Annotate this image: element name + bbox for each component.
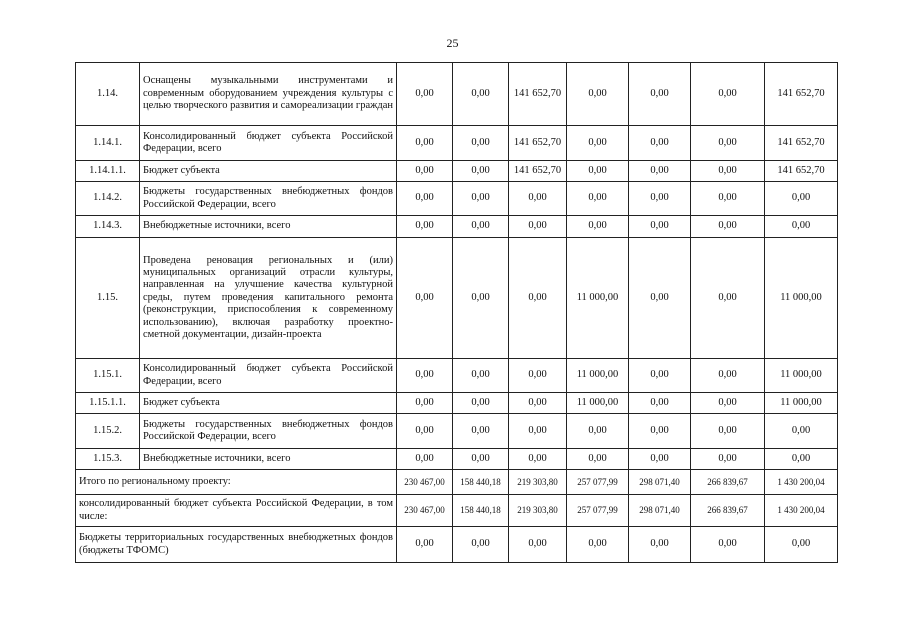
total-label: Бюджеты территориальных государственных внебюджетных фондов (бюджеты ТФОМС) xyxy=(76,527,397,563)
value-cell: 0,00 xyxy=(567,126,629,161)
table-row xyxy=(76,359,838,393)
value-cell: 0,00 xyxy=(691,238,765,359)
value-cell: 11 000,00 xyxy=(765,359,838,393)
total-value: 0,00 xyxy=(453,527,509,563)
row-description: Бюджет субъекта xyxy=(140,161,397,182)
value-cell: 0,00 xyxy=(765,449,838,470)
value-cell: 0,00 xyxy=(629,216,691,238)
value-cell: 0,00 xyxy=(765,182,838,216)
value-cell: 0,00 xyxy=(509,449,567,470)
value-cell: 0,00 xyxy=(567,216,629,238)
total-row xyxy=(76,470,838,495)
value-cell: 0,00 xyxy=(629,182,691,216)
value-cell: 0,00 xyxy=(453,182,509,216)
value-cell: 141 652,70 xyxy=(509,63,567,126)
value-cell: 0,00 xyxy=(509,414,567,449)
value-cell: 0,00 xyxy=(629,393,691,414)
total-value: 0,00 xyxy=(509,527,567,563)
value-cell: 0,00 xyxy=(453,63,509,126)
value-cell: 0,00 xyxy=(691,216,765,238)
value-cell: 0,00 xyxy=(397,126,453,161)
value-cell: 0,00 xyxy=(453,414,509,449)
value-cell: 141 652,70 xyxy=(765,161,838,182)
value-cell: 0,00 xyxy=(629,359,691,393)
value-cell: 11 000,00 xyxy=(765,393,838,414)
total-value: 0,00 xyxy=(691,527,765,563)
value-cell: 0,00 xyxy=(629,449,691,470)
value-cell: 0,00 xyxy=(629,414,691,449)
table-row xyxy=(76,238,838,359)
total-value: 266 839,67 xyxy=(691,470,765,495)
value-cell: 0,00 xyxy=(567,161,629,182)
total-value: 219 303,80 xyxy=(509,495,567,527)
row-code: 1.14.1. xyxy=(76,126,140,161)
total-value: 298 071,40 xyxy=(629,470,691,495)
value-cell: 0,00 xyxy=(509,359,567,393)
value-cell: 11 000,00 xyxy=(567,238,629,359)
total-value: 230 467,00 xyxy=(397,495,453,527)
value-cell: 11 000,00 xyxy=(567,393,629,414)
value-cell: 0,00 xyxy=(629,63,691,126)
value-cell: 0,00 xyxy=(629,126,691,161)
value-cell: 0,00 xyxy=(691,161,765,182)
row-description: Внебюджетные источники, всего xyxy=(140,449,397,470)
value-cell: 0,00 xyxy=(509,238,567,359)
total-row xyxy=(76,495,838,527)
value-cell: 0,00 xyxy=(453,359,509,393)
value-cell: 0,00 xyxy=(397,449,453,470)
value-cell: 11 000,00 xyxy=(765,238,838,359)
total-value: 158 440,18 xyxy=(453,495,509,527)
row-code: 1.14.2. xyxy=(76,182,140,216)
value-cell: 0,00 xyxy=(629,238,691,359)
total-value: 158 440,18 xyxy=(453,470,509,495)
total-value: 1 430 200,04 xyxy=(765,495,838,527)
row-description: Проведена реновация региональных и (или) муниципальных организаций отрасли культуры, направленная на улучшение качества культурной среды, путем проведения капитального ремонта (реконструкции, приспособления к современному использованию), включая разработку проектно-сметной документации, дизайн-проекта xyxy=(140,238,397,359)
value-cell: 141 652,70 xyxy=(765,63,838,126)
total-value: 1 430 200,04 xyxy=(765,470,838,495)
value-cell: 0,00 xyxy=(453,161,509,182)
total-value: 0,00 xyxy=(629,527,691,563)
row-description: Консолидированный бюджет субъекта Российской Федерации, всего xyxy=(140,126,397,161)
value-cell: 0,00 xyxy=(453,238,509,359)
total-value: 230 467,00 xyxy=(397,470,453,495)
table-row xyxy=(76,216,838,238)
value-cell: 0,00 xyxy=(397,63,453,126)
value-cell: 0,00 xyxy=(691,63,765,126)
value-cell: 0,00 xyxy=(453,449,509,470)
table-row xyxy=(76,414,838,449)
table-row xyxy=(76,449,838,470)
value-cell: 0,00 xyxy=(567,449,629,470)
total-value: 266 839,67 xyxy=(691,495,765,527)
value-cell: 0,00 xyxy=(509,216,567,238)
total-row xyxy=(76,527,838,563)
table-row xyxy=(76,126,838,161)
row-description: Внебюджетные источники, всего xyxy=(140,216,397,238)
value-cell: 0,00 xyxy=(691,359,765,393)
value-cell: 141 652,70 xyxy=(765,126,838,161)
row-code: 1.15.1.1. xyxy=(76,393,140,414)
value-cell: 0,00 xyxy=(509,393,567,414)
value-cell: 0,00 xyxy=(567,182,629,216)
value-cell: 0,00 xyxy=(453,216,509,238)
value-cell: 0,00 xyxy=(453,393,509,414)
row-description: Бюджеты государственных внебюджетных фондов Российской Федерации, всего xyxy=(140,182,397,216)
total-value: 298 071,40 xyxy=(629,495,691,527)
value-cell: 0,00 xyxy=(453,126,509,161)
value-cell: 141 652,70 xyxy=(509,126,567,161)
value-cell: 0,00 xyxy=(691,449,765,470)
value-cell: 0,00 xyxy=(691,126,765,161)
table-row xyxy=(76,63,838,126)
total-value: 257 077,99 xyxy=(567,495,629,527)
value-cell: 141 652,70 xyxy=(509,161,567,182)
value-cell: 0,00 xyxy=(691,393,765,414)
table-row xyxy=(76,161,838,182)
total-value: 0,00 xyxy=(765,527,838,563)
row-code: 1.15.2. xyxy=(76,414,140,449)
value-cell: 0,00 xyxy=(567,63,629,126)
value-cell: 0,00 xyxy=(509,182,567,216)
value-cell: 11 000,00 xyxy=(567,359,629,393)
value-cell: 0,00 xyxy=(397,161,453,182)
row-description: Консолидированный бюджет субъекта Российской Федерации, всего xyxy=(140,359,397,393)
row-code: 1.15.3. xyxy=(76,449,140,470)
value-cell: 0,00 xyxy=(629,161,691,182)
total-value: 257 077,99 xyxy=(567,470,629,495)
value-cell: 0,00 xyxy=(397,414,453,449)
row-code: 1.15.1. xyxy=(76,359,140,393)
value-cell: 0,00 xyxy=(691,414,765,449)
total-label: Итого по региональному проекту: xyxy=(76,470,397,495)
row-code: 1.14.1.1. xyxy=(76,161,140,182)
value-cell: 0,00 xyxy=(397,238,453,359)
value-cell: 0,00 xyxy=(397,216,453,238)
value-cell: 0,00 xyxy=(691,182,765,216)
value-cell: 0,00 xyxy=(397,359,453,393)
row-description: Бюджеты государственных внебюджетных фондов Российской Федерации, всего xyxy=(140,414,397,449)
table-row xyxy=(76,393,838,414)
total-value: 0,00 xyxy=(397,527,453,563)
value-cell: 0,00 xyxy=(765,414,838,449)
value-cell: 0,00 xyxy=(397,393,453,414)
value-cell: 0,00 xyxy=(567,414,629,449)
table-row xyxy=(76,182,838,216)
total-label: консолидированный бюджет субъекта Российской Федерации, в том числе: xyxy=(76,495,397,527)
row-code: 1.15. xyxy=(76,238,140,359)
row-code: 1.14.3. xyxy=(76,216,140,238)
total-value: 0,00 xyxy=(567,527,629,563)
page-number: 25 xyxy=(446,36,459,50)
value-cell: 0,00 xyxy=(765,216,838,238)
total-value: 219 303,80 xyxy=(509,470,567,495)
row-description: Бюджет субъекта xyxy=(140,393,397,414)
budget-table xyxy=(75,62,838,563)
row-description: Оснащены музыкальными инструментами и современным оборудованием учреждения культуры с целью творческого развития и самореализации граждан xyxy=(140,63,397,126)
row-code: 1.14. xyxy=(76,63,140,126)
value-cell: 0,00 xyxy=(397,182,453,216)
